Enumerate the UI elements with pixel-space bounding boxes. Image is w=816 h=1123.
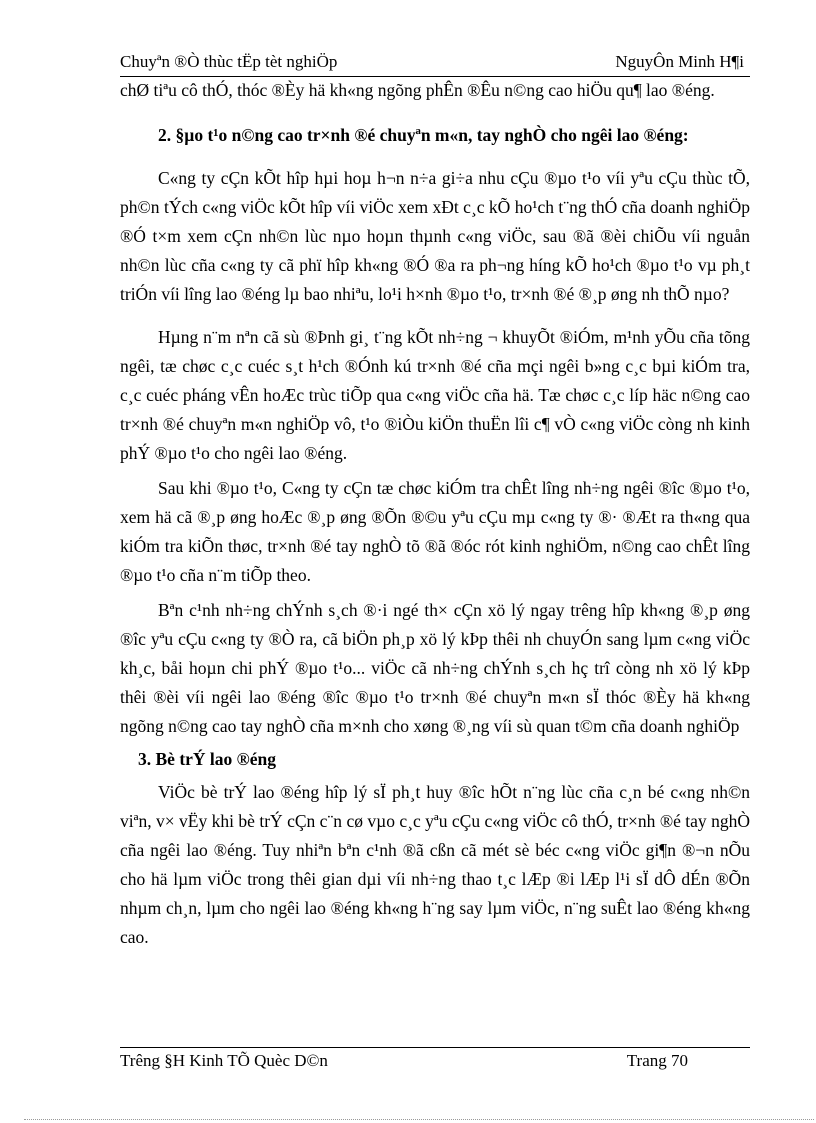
paragraph-labor-arrangement: ViÖc bè trÝ lao ®éng hîp lý sÏ ph¸t huy ®îc hÕt n¨ng lùc cña c¸n bé c«ng nh©n viªn, v× vËy khi bè trÝ cÇn c¨n cø vµo c¸c yªu cÇu c«ng viÖc cô thÓ, tr×nh ®é tay nghÒ cña ngêi lao ®éng. Tuy nhiªn bªn c¹nh ®ã cßn cã mét sè béc c«ng viÖc gi¶n ®¬n nÕu cho hä lµm viÖc trong thêi gian dµi víi nh÷ng thao t¸c lÆp ®i lÆp l¹i sÏ dÔ dÉn ®Õn nhµm ch¸n, lµm cho ngêi lao ®éng kh«ng h¨ng say lµm viÖc, n¨ng suÊt lao ®éng kh«ng cao.	[120, 782, 750, 947]
section-heading-2: 2. §µo t¹o n©ng cao tr×nh ®é chuyªn m«n, tay nghÒ cho ngêi lao ®éng:	[158, 125, 689, 145]
header-author: NguyÔn Minh H¶i	[615, 52, 744, 71]
footer-school: Trêng §H Kinh TÕ Quèc D©n	[120, 1051, 328, 1070]
paragraph-annual-review: Hµng n¨m nªn cã sù ®Þnh gi¸ t¨ng kÕt nh÷ng ¬ khuyÕt ®iÓm, m¹nh yÕu cña tõng ngêi, tæ chøc c¸c cuéc s¸t h¹ch ®Ónh kú tr×nh ®é cña mçi ngêi b»ng c¸c bµi kiÓm tra, c¸c cuéc pháng vÊn hoÆc trùc tiÕp qua c«ng viÖc cña hä. Tæ chøc c¸c líp häc n©ng cao tr×nh ®é chuyªn m«n nghiÖp vô, t¹o ®iÒu kiÖn thuËn lîi c¶ vÒ c«ng viÖc còng nh kinh phÝ ®µo t¹o cho ngêi lao ®éng.	[120, 327, 750, 463]
paragraph-continuation: chØ tiªu cô thÓ, thóc ®Èy hä kh«ng ngõng phÊn ®Êu n©ng cao hiÖu qu¶ lao ®éng.	[120, 80, 715, 100]
footer-rule	[120, 1047, 750, 1048]
page-edge-dotted-line	[24, 1119, 814, 1120]
section-heading-3: 3. Bè trÝ lao ®éng	[138, 749, 276, 769]
page-header	[120, 52, 750, 76]
paragraph-training-needs: C«ng ty cÇn kÕt hîp hµi hoµ h¬n n÷a gi÷a nhu cÇu ®µo t¹o víi yªu cÇu thùc tÕ, ph©n tÝch c«ng viÖc kÕt hîp víi viÖc xem xÐt c¸c kÕ ho¹ch t¨ng thÓ cña doanh nghiÖp ®Ó t×m xem cÇn nh©n lùc nµo hoµn thµnh c«ng viÖc, sau ®ã ®èi chiÕu víi nguån nh©n lùc cña c«ng ty cã phï hîp kh«ng ®Ó ®a ra ph¬ng híng kÕ ho¹ch ®µo t¹o vµ ph¸t triÓn víi lîng lao ®éng lµ bao nhiªu, lo¹i h×nh ®µo t¹o, tr×nh ®é ®¸p øng nh thÕ nµo?	[120, 168, 750, 304]
header-title: Chuyªn ®Ò thùc tËp tèt nghiÖp	[120, 52, 338, 71]
page-footer	[120, 1051, 750, 1075]
paragraph-policies: Bªn c¹nh nh÷ng chÝnh s¸ch ®·i ngé th× cÇn xö lý ngay trêng hîp kh«ng ®¸p øng ®îc yªu cÇu c«ng ty ®Ò ra, cã biÖn ph¸p xö lý kÞp thêi nh chuyÓn sang lµm c«ng viÖc kh¸c, båi hoµn chi phÝ ®µo t¹o... viÖc cã nh÷ng chÝnh s¸ch hç trî còng nh xö lý kÞp thêi ®èi víi ngêi lao ®éng ®îc ®µo t¹o tr×nh ®é chuyªn m«n sÏ thóc ®Èy hä kh«ng ngõng n©ng cao tay nghÒ cña m×nh cho xøng ®¸ng víi sù quan t©m cña doanh nghiÖp	[120, 600, 750, 736]
paragraph-after-training: Sau khi ®µo t¹o, C«ng ty cÇn tæ chøc kiÓm tra chÊt lîng nh÷ng ngêi ®îc ®µo t¹o, xem hä cã ®¸p øng hoÆc ®¸p øng ®Õn ®©u yªu cÇu mµ c«ng ty ®· ®Æt ra th«ng qua kiÓm tra kiÕn thøc, tr×nh ®é tay nghÒ tõ ®ã ®óc rót kinh nghiÖm, n©ng cao chÊt lîng ®µo t¹o cña n¨m tiÕp theo.	[120, 478, 750, 585]
page-number: Trang 70	[626, 1051, 688, 1070]
document-body	[120, 76, 750, 952]
